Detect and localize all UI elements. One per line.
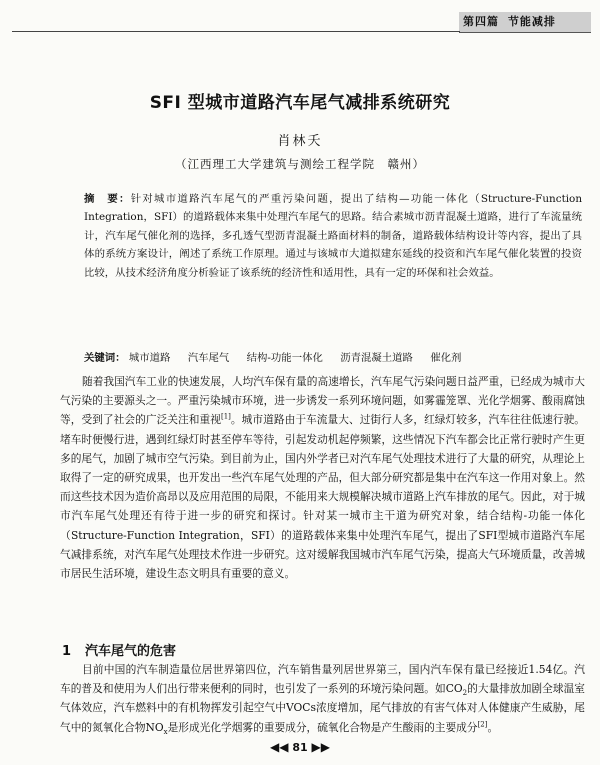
left-arrow-icon: ◀◀ xyxy=(270,740,289,754)
abstract-label: 摘 要： xyxy=(84,193,131,205)
section1-paragraph xyxy=(60,660,585,737)
author: 肖林夭 xyxy=(277,134,323,149)
section-heading xyxy=(62,640,176,659)
intro-text-cont: 。城市道路由于车流量大、过街行人多，红绿灯较多，汽车往往低速行驶。堵车时便慢行进，遇到红绿灯时甚至停车等待，引起发动机起停频繁，这些情况下汽车都会比正常行驶时产生更多的尾气，加剧了城市空气污染。到目前为止，国内外学者已对汽车尾气处理技术进行了大量的研究，从理论上取得了一定的研究成果，也开发出一些汽车尾气处理的产品，但大部分研究都是集中在汽车这一作用对象上。然而这些技术因为造价高昂以及应用范围的局限，不能用来大规模解决城市道路上汽车排放的尾气。因此，对于城市汽车尾气处理还有待于进一步的研究和探讨。针对某一城市主干道为研究对象，结合结构-功能一体化（Structure-Function Integration，SFI）的道路载体来集中处理汽车尾气，提出了SFI型城市道路汽车尾气减排系统，对汽车尾气处理技术作进一步研究。这对缓解我国城市汽车尾气污染，提高大气环境质量，改善城市居民生活环境，建设生态文明具有重要的意义。 xyxy=(60,413,585,581)
section-title: 汽车尾气的危害 xyxy=(85,644,177,659)
section1-text-3: 是形成光化学烟雾的重要成分，硫氧化合物是产生酸雨的主要成分 xyxy=(167,720,478,734)
paper-title: SFI 型城市道路汽车尾气减排系统研究 xyxy=(149,93,451,113)
keyword: 汽车尾气 xyxy=(187,352,230,364)
header-chapter: 第四篇 xyxy=(463,15,499,28)
keyword: 沥青混凝土道路 xyxy=(340,352,413,364)
intro-paragraph xyxy=(60,372,585,583)
intro-text: 随着我国汽车工业的快速发展，人均汽车保有量的高速增长，汽车尾气污染问题日益严重，已经成为城市大气污染的主要源头之一。严重污染城市环境，进一步诱发一系列环境问题，如雾霾笼罩、光化学烟雾、酸雨腐蚀等，受到了社会的广泛关注和重视 xyxy=(60,375,585,427)
subscript: x xyxy=(163,727,168,736)
affiliation: （江西理工大学建筑与测绘工程学院 赣州） xyxy=(175,157,425,171)
page-number: 81 xyxy=(292,741,308,754)
subscript: 2 xyxy=(462,689,468,698)
running-header xyxy=(459,12,591,33)
abstract xyxy=(84,190,582,282)
citation: [2] xyxy=(477,720,488,729)
header-section: 节能减排 xyxy=(507,15,556,28)
section1-text: 目前中国的汽车制造量位居世界第四位，汽车销售量列居世界第三，国内汽车保有量已经接近1.54亿。汽车的普及和使用为人们出行带来便利的同时，也引发了一系列的环境污染问题。如CO xyxy=(60,663,585,696)
abstract-text: 针对城市道路汽车尾气的严重污染问题，提出了结构—功能一体化（Structure-Function Integration，SFI）的道路载体来集中处理汽车尾气的思路。结合素城市沥青混凝土道路，进行了车流量统计，汽车尾气催化剂的选择，多孔透气型沥青混凝土路面材料的制备，道路载体结构设计等内容，提出了具体的系统方案设计，阐述了系统工作原理。通过与该城市大道拟建东延线的投资和汽车尾气催化装置的投资比较，从技术经济角度分析验证了该系统的经济性和适用性，具有一定的环保和社会效益。 xyxy=(84,193,583,279)
keyword: 城市道路 xyxy=(128,352,171,364)
keywords-label: 关键词： xyxy=(84,352,126,364)
keyword: 催化剂 xyxy=(430,352,462,364)
right-arrow-icon: ▶▶ xyxy=(311,740,330,754)
section-number: 1 xyxy=(62,644,72,659)
keyword: 结构-功能一体化 xyxy=(246,352,323,364)
header-rule xyxy=(12,31,460,32)
keywords xyxy=(84,350,584,366)
section1-text-2: 的大量排放加剧全球温室气体效应，汽车燃料中的有机物挥发引起空气中VOCs浓度增加，尾气排放的有害气体对人体健康产生威胁，尾气中的氮氧化合物NO xyxy=(60,682,585,734)
citation: [1] xyxy=(220,412,231,421)
page-footer xyxy=(0,740,600,754)
section1-text-4: 。 xyxy=(487,720,499,734)
